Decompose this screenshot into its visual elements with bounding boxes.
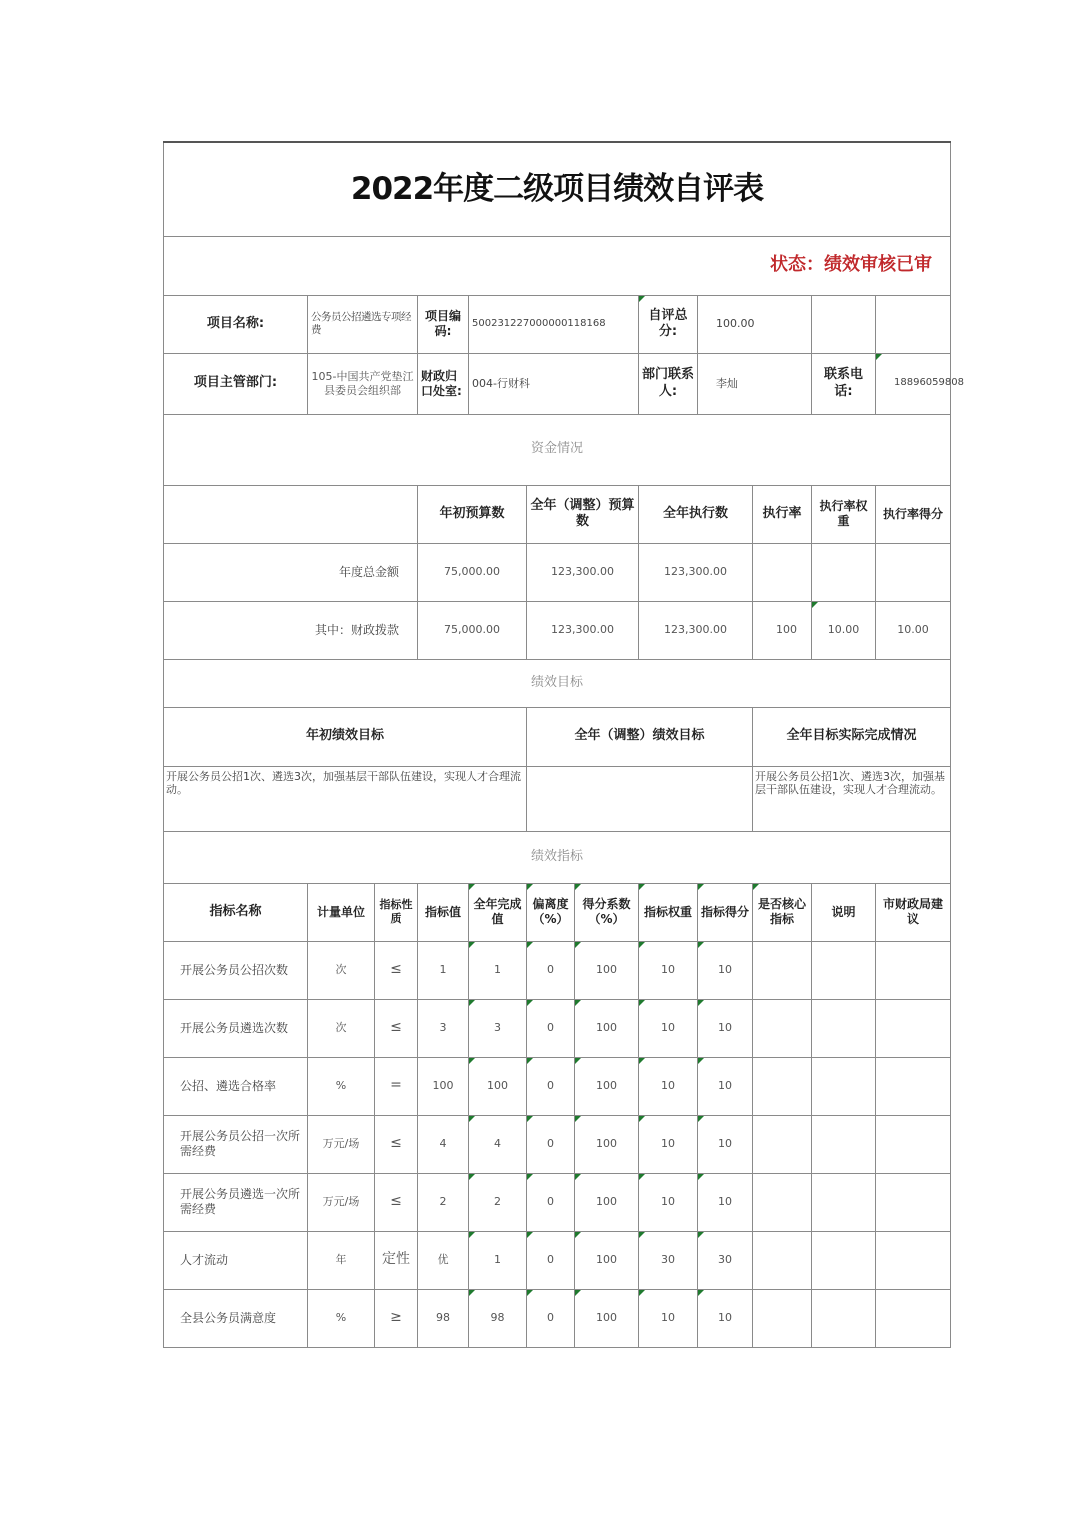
project-code-value: 500231227000000118168 bbox=[469, 295, 639, 353]
indicator-nature: ≤ bbox=[375, 941, 418, 999]
indicator-note bbox=[812, 1231, 876, 1289]
ind-header-name: 指标名称 bbox=[164, 883, 308, 941]
table-row bbox=[164, 941, 951, 999]
empty-cell bbox=[876, 295, 951, 353]
indicator-advice bbox=[876, 999, 951, 1057]
indicator-score: 10 bbox=[698, 1173, 753, 1231]
ind-header-weight: 指标权重 bbox=[639, 883, 698, 941]
funds-executed-value: 123,300.00 bbox=[639, 543, 753, 601]
funds-score-value bbox=[876, 543, 951, 601]
indicator-weight: 30 bbox=[639, 1231, 698, 1289]
indicator-deviation: 0 bbox=[527, 1231, 575, 1289]
self-score-label: 自评总分: bbox=[639, 295, 698, 353]
table-row bbox=[164, 1173, 951, 1231]
indicator-core bbox=[753, 1173, 812, 1231]
indicator-core bbox=[753, 941, 812, 999]
project-code-label: 项目编码: bbox=[418, 295, 469, 353]
indicator-coef: 100 bbox=[575, 999, 639, 1057]
table-row bbox=[164, 1231, 951, 1289]
indicator-coef: 100 bbox=[575, 1231, 639, 1289]
indicator-deviation: 0 bbox=[527, 1289, 575, 1347]
phone-label: 联系电话: bbox=[812, 353, 876, 414]
indicator-nature: ≥ bbox=[375, 1289, 418, 1347]
table-row bbox=[164, 1057, 951, 1115]
funds-header-executed: 全年执行数 bbox=[639, 485, 753, 543]
indicator-score: 10 bbox=[698, 1057, 753, 1115]
table-row bbox=[164, 1115, 951, 1173]
dept-value: 105-中国共产党垫江县委员会组织部 bbox=[308, 353, 418, 414]
indicator-unit: % bbox=[308, 1057, 375, 1115]
page-title: 2022年度二级项目绩效自评表 bbox=[164, 142, 951, 236]
funds-initial-value: 75,000.00 bbox=[418, 543, 527, 601]
indicator-name: 开展公务员公招一次所需经费 bbox=[164, 1115, 308, 1173]
dept-label: 项目主管部门: bbox=[164, 353, 308, 414]
indicator-unit: 次 bbox=[308, 941, 375, 999]
indicator-actual: 1 bbox=[469, 1231, 527, 1289]
table-row bbox=[164, 999, 951, 1057]
indicator-name: 人才流动 bbox=[164, 1231, 308, 1289]
indicator-deviation: 0 bbox=[527, 941, 575, 999]
indicator-core bbox=[753, 1289, 812, 1347]
indicator-weight: 10 bbox=[639, 1057, 698, 1115]
indicator-coef: 100 bbox=[575, 1057, 639, 1115]
indicator-rows bbox=[164, 941, 951, 1347]
ind-header-target: 指标值 bbox=[418, 883, 469, 941]
indicator-name: 开展公务员遴选次数 bbox=[164, 999, 308, 1057]
indicator-core bbox=[753, 1057, 812, 1115]
indicator-deviation: 0 bbox=[527, 1173, 575, 1231]
indicator-deviation: 0 bbox=[527, 1115, 575, 1173]
indicator-core bbox=[753, 1231, 812, 1289]
indicator-name: 开展公务员公招次数 bbox=[164, 941, 308, 999]
indicator-deviation: 0 bbox=[527, 1057, 575, 1115]
indicator-advice bbox=[876, 1115, 951, 1173]
indicator-note bbox=[812, 999, 876, 1057]
phone-value: 18896059808 bbox=[876, 353, 951, 414]
indicator-unit: 万元/场 bbox=[308, 1115, 375, 1173]
funds-header-score: 执行率得分 bbox=[876, 485, 951, 543]
ind-header-unit: 计量单位 bbox=[308, 883, 375, 941]
goals-section-title: 绩效目标 bbox=[164, 659, 951, 707]
funds-header-adjusted: 全年（调整）预算数 bbox=[527, 485, 639, 543]
funds-row-label: 年度总金额 bbox=[164, 543, 418, 601]
indicator-actual: 98 bbox=[469, 1289, 527, 1347]
indicator-nature: ≤ bbox=[375, 999, 418, 1057]
indicator-nature: ≤ bbox=[375, 1173, 418, 1231]
indicator-score: 30 bbox=[698, 1231, 753, 1289]
indicator-weight: 10 bbox=[639, 941, 698, 999]
goals-header-adjusted: 全年（调整）绩效目标 bbox=[527, 707, 753, 766]
indicator-note bbox=[812, 1115, 876, 1173]
indicator-target: 优 bbox=[418, 1231, 469, 1289]
indicator-coef: 100 bbox=[575, 1115, 639, 1173]
goal-actual-text: 开展公务员公招1次、遴选3次，加强基层干部队伍建设，实现人才合理流动。 bbox=[753, 766, 951, 831]
indicator-deviation: 0 bbox=[527, 999, 575, 1057]
indicator-score: 10 bbox=[698, 1115, 753, 1173]
funds-initial-value: 75,000.00 bbox=[418, 601, 527, 659]
contact-value: 李灿 bbox=[698, 353, 812, 414]
funds-header-initial: 年初预算数 bbox=[418, 485, 527, 543]
indicator-coef: 100 bbox=[575, 1289, 639, 1347]
funds-rate-value: 100 bbox=[753, 601, 812, 659]
indicator-weight: 10 bbox=[639, 999, 698, 1057]
indicator-core bbox=[753, 999, 812, 1057]
finance-office-label: 财政归口处室: bbox=[418, 353, 469, 414]
indicator-name: 全县公务员满意度 bbox=[164, 1289, 308, 1347]
indicator-weight: 10 bbox=[639, 1173, 698, 1231]
project-name-label: 项目名称: bbox=[164, 295, 308, 353]
funds-section-title: 资金情况 bbox=[164, 414, 951, 485]
indicator-note bbox=[812, 1173, 876, 1231]
indicator-note bbox=[812, 1057, 876, 1115]
indicator-advice bbox=[876, 1231, 951, 1289]
indicator-weight: 10 bbox=[639, 1115, 698, 1173]
indicator-nature: ≤ bbox=[375, 1115, 418, 1173]
funds-weight-value: 10.00 bbox=[812, 601, 876, 659]
indicator-coef: 100 bbox=[575, 1173, 639, 1231]
funds-score-value: 10.00 bbox=[876, 601, 951, 659]
funds-weight-value bbox=[812, 543, 876, 601]
status-label: 状态：绩效审核已审 bbox=[164, 236, 951, 295]
goals-header-initial: 年初绩效目标 bbox=[164, 707, 527, 766]
indicator-actual: 1 bbox=[469, 941, 527, 999]
indicator-score: 10 bbox=[698, 1289, 753, 1347]
indicator-advice bbox=[876, 941, 951, 999]
indicator-advice bbox=[876, 1057, 951, 1115]
indicator-unit: 年 bbox=[308, 1231, 375, 1289]
funds-executed-value: 123,300.00 bbox=[639, 601, 753, 659]
finance-office-value: 004-行财科 bbox=[469, 353, 639, 414]
indicator-advice bbox=[876, 1289, 951, 1347]
indicators-section-title: 绩效指标 bbox=[164, 831, 951, 883]
funds-rate-value bbox=[753, 543, 812, 601]
indicator-target: 100 bbox=[418, 1057, 469, 1115]
indicator-nature: 定性 bbox=[375, 1231, 418, 1289]
indicator-actual: 2 bbox=[469, 1173, 527, 1231]
indicator-note bbox=[812, 1289, 876, 1347]
indicator-name: 开展公务员遴选一次所需经费 bbox=[164, 1173, 308, 1231]
indicator-note bbox=[812, 941, 876, 999]
indicator-nature: = bbox=[375, 1057, 418, 1115]
ind-header-advice: 市财政局建议 bbox=[876, 883, 951, 941]
ind-header-nature: 指标性质 bbox=[375, 883, 418, 941]
goals-header-actual: 全年目标实际完成情况 bbox=[753, 707, 951, 766]
indicator-coef: 100 bbox=[575, 941, 639, 999]
self-score-value: 100.00 bbox=[698, 295, 812, 353]
ind-header-note: 说明 bbox=[812, 883, 876, 941]
ind-header-core: 是否核心指标 bbox=[753, 883, 812, 941]
goal-initial-text: 开展公务员公招1次、遴选3次，加强基层干部队伍建设，实现人才合理流动。 bbox=[164, 766, 527, 831]
indicator-actual: 3 bbox=[469, 999, 527, 1057]
ind-header-actual: 全年完成值 bbox=[469, 883, 527, 941]
indicator-score: 10 bbox=[698, 999, 753, 1057]
funds-adjusted-value: 123,300.00 bbox=[527, 601, 639, 659]
indicator-advice bbox=[876, 1173, 951, 1231]
project-name-value: 公务员公招遴选专项经费 bbox=[308, 295, 418, 353]
indicator-unit: 次 bbox=[308, 999, 375, 1057]
indicator-weight: 10 bbox=[639, 1289, 698, 1347]
indicator-unit: % bbox=[308, 1289, 375, 1347]
indicator-target: 1 bbox=[418, 941, 469, 999]
indicator-target: 2 bbox=[418, 1173, 469, 1231]
indicator-target: 98 bbox=[418, 1289, 469, 1347]
indicator-actual: 100 bbox=[469, 1057, 527, 1115]
funds-header-weight: 执行率权重 bbox=[812, 485, 876, 543]
indicator-target: 4 bbox=[418, 1115, 469, 1173]
indicator-target: 3 bbox=[418, 999, 469, 1057]
funds-adjusted-value: 123,300.00 bbox=[527, 543, 639, 601]
table-row bbox=[164, 1289, 951, 1347]
funds-header-rate: 执行率 bbox=[753, 485, 812, 543]
contact-label: 部门联系人: bbox=[639, 353, 698, 414]
indicator-score: 10 bbox=[698, 941, 753, 999]
indicator-unit: 万元/场 bbox=[308, 1173, 375, 1231]
indicator-actual: 4 bbox=[469, 1115, 527, 1173]
performance-self-evaluation-sheet bbox=[163, 141, 964, 1348]
goal-adjusted-text bbox=[527, 766, 753, 831]
ind-header-score: 指标得分 bbox=[698, 883, 753, 941]
ind-header-coef: 得分系数（%） bbox=[575, 883, 639, 941]
empty-cell bbox=[812, 295, 876, 353]
indicator-name: 公招、遴选合格率 bbox=[164, 1057, 308, 1115]
funds-row-label: 其中：财政拨款 bbox=[164, 601, 418, 659]
indicator-core bbox=[753, 1115, 812, 1173]
evaluation-table bbox=[163, 141, 964, 1348]
ind-header-deviation: 偏离度（%） bbox=[527, 883, 575, 941]
empty-cell bbox=[164, 485, 418, 543]
